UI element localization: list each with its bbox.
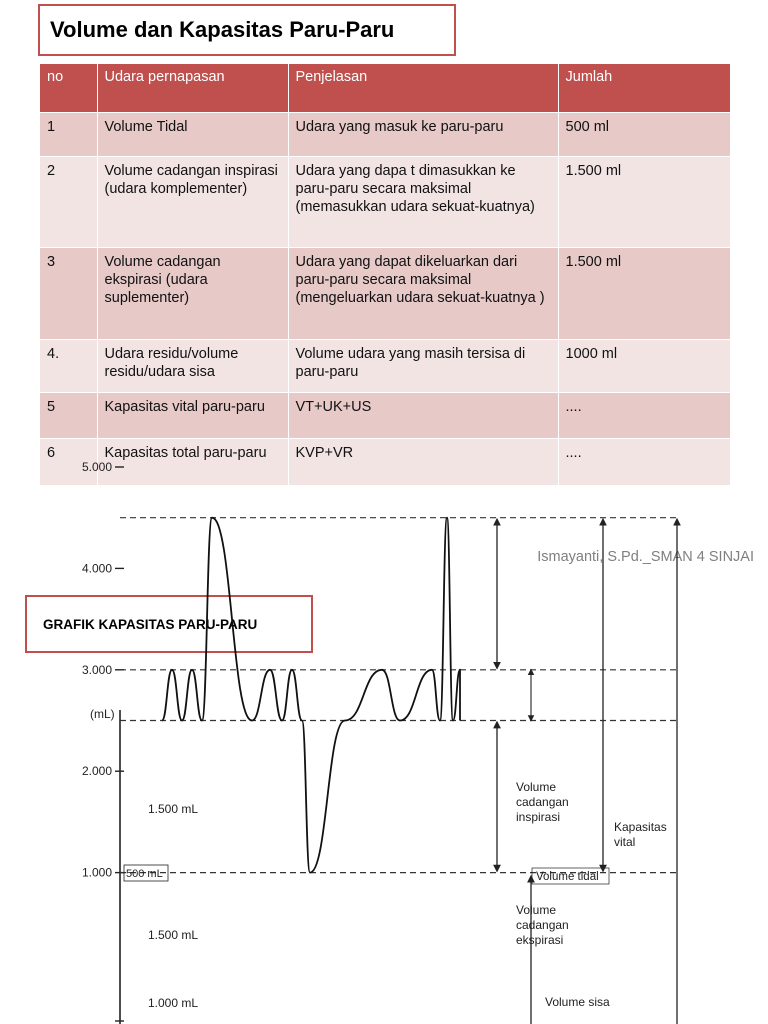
- header-penjelasan: Penjelasan: [288, 64, 558, 112]
- label-erv-line: ekspirasi: [516, 933, 564, 947]
- y-tick-label: 2.000: [81, 764, 112, 779]
- y-axis-unit-label: (mL): [90, 707, 115, 721]
- lung-volume-table: [40, 64, 730, 485]
- table-row: [40, 438, 730, 485]
- slide-title-box: [38, 4, 456, 56]
- cell-jumlah: 1.500 ml: [558, 247, 730, 339]
- label-irv-line: Volume: [516, 780, 557, 794]
- label-irv: [516, 780, 569, 824]
- annotation-irv-amount: 1.500 mL: [148, 802, 199, 816]
- y-tick-label: 5.000: [81, 460, 112, 474]
- cell-no: 4.: [40, 339, 97, 392]
- header-jumlah: Jumlah: [558, 64, 730, 112]
- slide-title: Volume dan Kapasitas Paru-Paru: [50, 17, 395, 42]
- cell-udara: Volume cadangan ekspirasi (udara suplementer): [97, 247, 288, 339]
- cell-jumlah: 500 ml: [558, 112, 730, 156]
- cell-penjelasan: VT+UK+US: [288, 392, 558, 438]
- breathing-wave-line: [162, 518, 460, 873]
- label-erv-line: Volume: [516, 903, 557, 917]
- label-erv: [516, 903, 569, 947]
- cell-no: 1: [40, 112, 97, 156]
- cell-jumlah: ....: [558, 438, 730, 485]
- cell-no: 5: [40, 392, 97, 438]
- annotation-tidal-amount: 500 mL: [126, 868, 163, 880]
- table-row: [40, 339, 730, 392]
- label-irv-line: cadangan: [516, 795, 569, 809]
- cell-udara: Volume Tidal: [97, 112, 288, 156]
- cell-no: 2: [40, 156, 97, 247]
- cell-jumlah: ....: [558, 392, 730, 438]
- annotation-erv-amount: 1.500 mL: [148, 928, 199, 942]
- table-row: [40, 112, 730, 156]
- cell-penjelasan: KVP+VR: [288, 438, 558, 485]
- table-row: [40, 156, 730, 247]
- header-no: no: [40, 64, 97, 112]
- cell-penjelasan: Udara yang masuk ke paru-paru: [288, 112, 558, 156]
- cell-udara: Kapasitas total paru-paru: [97, 438, 288, 485]
- table-row: [40, 247, 730, 339]
- cell-udara: Kapasitas vital paru-paru: [97, 392, 288, 438]
- cell-no: 6: [40, 438, 97, 485]
- label-vital-capacity-line: Kapasitas: [614, 820, 667, 834]
- cell-udara: Udara residu/volume residu/udara sisa: [97, 339, 288, 392]
- label-tidal: Volume tidal: [536, 871, 599, 883]
- cell-no: 3: [40, 247, 97, 339]
- cell-penjelasan: Volume udara yang masih tersisa di paru-paru: [288, 339, 558, 392]
- y-tick-label: 3.000: [81, 662, 112, 677]
- label-vital-capacity: [614, 820, 667, 849]
- cell-udara: Volume cadangan inspirasi (udara komplementer): [97, 156, 288, 247]
- label-erv-line: cadangan: [516, 918, 569, 932]
- author-credit: Ismayanti, S.Pd._SMAN 4 SINJAI: [537, 549, 754, 565]
- y-tick-label: 4.000: [81, 561, 112, 576]
- label-irv-line: inspirasi: [516, 810, 561, 824]
- label-residual: Volume sisa: [545, 995, 610, 1009]
- table-header-row: [40, 64, 730, 112]
- cell-jumlah: 1000 ml: [558, 339, 730, 392]
- cell-penjelasan: Udara yang dapa t dimasukkan ke paru-paru secara maksimal (memasukkan udara sekuat-kuatnya): [288, 156, 558, 247]
- graph-title-box: [25, 595, 313, 653]
- graph-title: GRAFIK KAPASITAS PARU-PARU: [43, 616, 258, 632]
- cell-jumlah: 1.500 ml: [558, 156, 730, 247]
- table-row: [40, 392, 730, 438]
- cell-penjelasan: Udara yang dapat dikeluarkan dari paru-paru secara maksimal (mengeluarkan udara sekuat-kuatnya ): [288, 247, 558, 339]
- label-vital-capacity-line: vital: [614, 835, 636, 849]
- y-tick-label: 1.000: [81, 865, 112, 880]
- annotation-residual-amount: 1.000 mL: [148, 996, 199, 1010]
- header-udara: Udara pernapasan: [97, 64, 288, 112]
